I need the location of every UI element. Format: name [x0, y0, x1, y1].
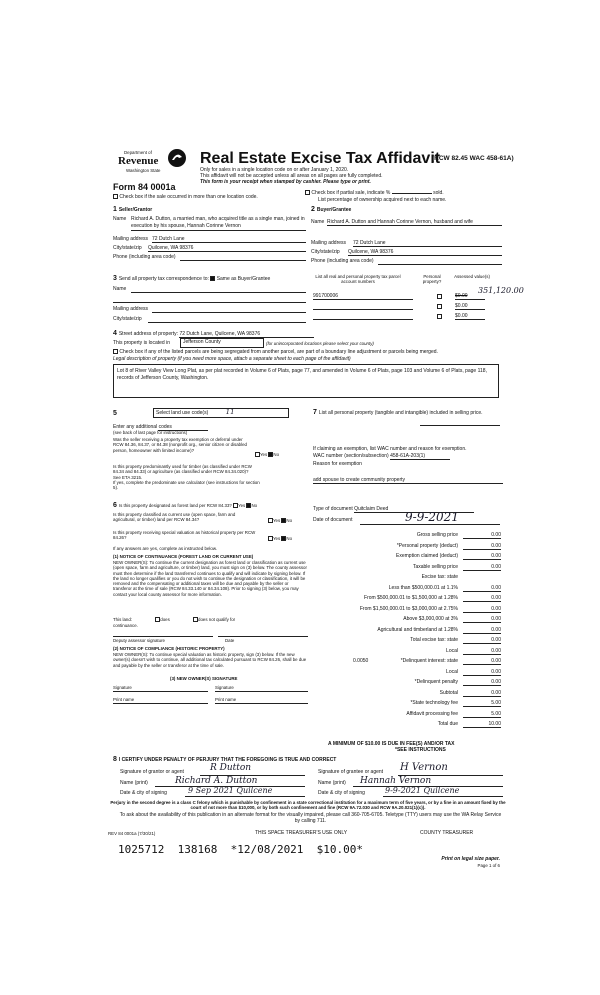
- tax-row-value: 0.00: [463, 669, 501, 676]
- seller-city-label: City/state/zip: [113, 245, 142, 251]
- header-note2: This affidavit will not be accepted unless all areas on all pages are fully completed.: [200, 173, 383, 179]
- tax-row-label: Agricultural and timberland at 1.28%: [377, 626, 458, 633]
- tax-row-value: 0.00: [463, 679, 501, 686]
- tax-row-value: 0.00: [463, 553, 501, 560]
- tax-row-value: 0.00: [463, 595, 501, 602]
- tax-row-value: 0.00: [463, 627, 501, 634]
- seller-name-value: Richard A. Dutton, a married man, who acquired title as a single man, joined in execution by his spouse, Hannah Corinne Vernon: [131, 216, 305, 229]
- name-grantor-value: Richard A. Dutton: [175, 776, 258, 786]
- continuance-label: continuance.: [113, 623, 138, 628]
- buyer-name-value: Richard A. Dutton and Hannah Corinne Vernon, husband and wife: [327, 219, 502, 226]
- page-number: Page 1 of 6: [477, 863, 500, 868]
- legal-description[interactable]: Lot 8 of River Valley View Long Plat, as per plat recorded in Volume 6 of Plats, page 77, and amended in Volume 6 of Plats, page 103 and Volume 6 of Plats, page 118, records of Jefferson County, Washington.: [113, 364, 499, 398]
- tax-row-label: From $1,500,000.01 to $3,000,000 at 2.75%: [359, 605, 458, 612]
- county-label: This property is located in: [113, 340, 170, 346]
- tax-row-value: 0.00: [463, 606, 501, 613]
- q6-open: Is this property classified as current use (open space, farm and agricultural, or timber) land per RCW 84.34?: [113, 512, 236, 523]
- parcel-number: [313, 313, 413, 320]
- parcel-number: 991700006: [313, 293, 413, 300]
- certify-heading: 8 I CERTIFY UNDER PENALTY OF PERJURY THAT THE FOREGOING IS TRUE AND CORRECT: [113, 756, 337, 763]
- parcel-col-header: List all real and personal property tax parcel account numbers: [315, 274, 401, 285]
- continuance-title: (1) NOTICE OF CONTINUANCE (FOREST LAND OR CURRENT USE): [113, 554, 254, 559]
- personal-property-checkbox[interactable]: [437, 314, 442, 319]
- perjury-notice: Perjury in the second degree is a class C felony which is punishable by confinement in a state correctional institution for a maximum term of five years, or by a fine in an amount fixed by the court of not more than $10,000, or by both such confinement and fine (RCW 9A.72.030 and RCW 9A.20.021(1)(c)).: [110, 800, 506, 811]
- buyer-name-label: Name: [311, 219, 325, 225]
- same-as-buyer-label: Same as Buyer/Grantee: [216, 276, 271, 282]
- header-note3: This form is your receipt when stamped by cashier. Please type or print.: [200, 179, 371, 185]
- q-timber: Is this property predominantly used for timber (as classified under RCW 84.34 and 84.33) or agriculture (as classified under RCW 84.34.020)? See ETA 3215.: [113, 464, 252, 480]
- date-grantor-label: Date & city of signing: [120, 790, 167, 796]
- legal-label: Legal description of property (if you need more space, attach a separate sheet to each page of the affidavit): [113, 356, 351, 362]
- assessed-handwritten: 351,120.00: [478, 286, 524, 295]
- corr-mailing-label: Mailing address: [113, 306, 149, 312]
- tax-row-value: 0.00: [463, 585, 501, 592]
- parcel-number: [313, 303, 413, 310]
- tax-row-label: Exemption claimed (deduct): [396, 553, 458, 559]
- assessed-value: $0.00: [455, 313, 485, 320]
- q-timber-note: If yes, complete the predominate use calculator (see instructions for section 5).: [113, 480, 260, 491]
- sig-grantor-label: Signature of grantor or agent: [120, 769, 184, 775]
- rev-number: REV 84 0001a (7/30/21): [108, 831, 156, 836]
- unincorporated-note: (for unincorporated locations please select your county): [266, 341, 374, 346]
- tax-row-label: *Delinquent penalty: [414, 679, 458, 685]
- name-grantee-value: Hannah Vernon: [360, 776, 432, 786]
- partial-sale-row: [305, 190, 444, 196]
- dor-logo: [118, 150, 188, 184]
- assessed-value: $0.00: [455, 293, 485, 300]
- sig-grantee-label: Signature of grantee or agent: [318, 769, 384, 775]
- tax-row-value: 0.00: [463, 616, 501, 623]
- signature-label-2: Signature: [215, 685, 234, 690]
- street-row: 4 Street address of property: 72 Dutch Lane, Quilcene, WA 98376: [113, 331, 314, 338]
- assessed-col-header: Assessed value(s): [454, 274, 490, 279]
- doc-type-value: Quitclaim Deed: [354, 506, 474, 513]
- compliance-text: NEW OWNER(S): To continue special valuation as historic property, sign (3) below. If the new owner(s) doesn't wish to continue, all additional tax calculated pursuant to RCW 84.26, shall be due and payable by the seller or transferor at the time of sale.: [113, 652, 307, 668]
- segregated-checkbox[interactable]: [113, 349, 118, 354]
- print-name-label-2: Print name: [215, 697, 237, 702]
- tax-row-label: Local: [446, 668, 458, 675]
- print-name-label-1: Print name: [113, 697, 135, 702]
- name-grantor-label: Name (print): [120, 780, 148, 786]
- doc-date-value: 9-9-2021: [405, 510, 459, 524]
- tax-row-label: *Delinquent interest: state: [400, 658, 458, 664]
- corr-city-label: City/state/zip: [113, 316, 142, 322]
- street-label: Street address of property:: [118, 331, 179, 337]
- tax-row-value: 0.00: [463, 690, 501, 697]
- buyer-phone-label: Phone (including area code): [311, 258, 374, 264]
- county-treasurer: COUNTY TREASURER: [420, 830, 474, 836]
- see-instructions: *SEE INSTRUCTIONS: [395, 747, 446, 753]
- buyer-heading: 2 Buyer/Grantee: [311, 206, 352, 213]
- seller-city-value: Quilcene, WA 98376: [148, 245, 306, 252]
- buyer-mailing-label: Mailing address: [311, 240, 347, 246]
- tax-row-label: Local: [446, 647, 458, 654]
- wac-row: WAC number (section/subsection) 458-61A-203(1): [313, 453, 450, 460]
- tax-row-value: 0.00: [463, 658, 501, 665]
- compliance-title: (2) NOTICE OF COMPLIANCE (HISTORIC PROPERTY): [113, 646, 225, 651]
- tax-row-label: Excise tax: state: [421, 574, 458, 580]
- sig-grantor-value: R Dutton: [210, 763, 252, 773]
- q6-forest-row: 6 Is this property designated as forest land per RCW 84.33? Yes No: [113, 502, 258, 509]
- tax-row-label: Above $3,000,000 at 3%: [403, 616, 458, 622]
- same-as-buyer-checkbox[interactable]: [210, 276, 215, 281]
- partial-list-label: List percentage of ownership acquired next to each name.: [318, 197, 447, 203]
- sig-grantee-value: H Vernon: [400, 762, 448, 773]
- new-owner-signature-title: (3) NEW OWNER(S) SIGNATURE: [170, 676, 238, 681]
- q6-historic-answer: Yes No: [268, 536, 292, 541]
- date-grantee-label: Date & city of signing: [318, 790, 365, 796]
- header-note1: Only for sales in a single location code on or after January 1, 2020.: [200, 167, 349, 173]
- form-rcw: (RCW 82.45 WAC 458-61A): [432, 155, 514, 162]
- seller-mailing-label: Mailing address: [113, 236, 149, 242]
- accessibility-notice: To ask about the availability of this publication in an alternate format for the visually impaired, please call 360-705-6705. Teletype (TTY) users may use the WA Relay Service by calling 711.: [119, 812, 502, 824]
- buyer-city-value: Quilcene, WA 98376: [348, 249, 502, 256]
- seller-heading: 1 Seller/Grantor: [113, 206, 153, 213]
- seller-name-label: Name: [113, 216, 127, 222]
- partial-sold-label: sold.: [433, 190, 444, 196]
- correspondence-heading: 3 Send all property tax correspondence to: Same as Buyer/Grantee: [113, 275, 271, 282]
- q6-open-answer: Yes No: [268, 518, 292, 523]
- tax-row-label: *Personal property (deduct): [396, 542, 458, 549]
- corr-name-label: Name: [113, 286, 127, 292]
- multi-location-label: Check box if the sale occurred in more than one location code.: [119, 194, 258, 200]
- legal-paper-note: Print on legal size paper.: [441, 856, 500, 862]
- deputy-date-label: Date: [225, 638, 235, 643]
- name-grantee-label: Name (print): [318, 780, 346, 786]
- dept-line1: Department of: [124, 150, 152, 155]
- tax-row-value: 10.00: [463, 721, 501, 728]
- form-number: Form 84 0001a: [113, 182, 176, 192]
- form-title: Real Estate Excise Tax Affidavit: [200, 150, 441, 167]
- tax-row-label: From $500,000.01 to $1,500,000 at 1.28%: [364, 595, 458, 601]
- tax-row-value: 0.00: [463, 637, 501, 644]
- q-exemption-answer: Yes No: [255, 452, 279, 457]
- seller-mailing-value: 72 Dutch Lane: [152, 236, 306, 243]
- tax-row-value: 5.00: [463, 711, 501, 718]
- tax-row-label: Taxable selling price: [412, 563, 458, 570]
- wac-value: 458-61A-203(1): [390, 453, 450, 460]
- land-qualify-row: This land: does does not qualify for: [113, 617, 236, 622]
- personal-col-header: Personal property?: [422, 274, 442, 285]
- q6-historic: Is this property receiving special valuation as historical property per RCW 84.26?: [113, 530, 256, 541]
- doc-type-row: Type of document Quitclaim Deed: [313, 506, 474, 513]
- tax-row-label: Total due: [437, 721, 458, 727]
- additional-codes-note: (see back of last page for instructions): [113, 430, 188, 435]
- segregated-row: [113, 349, 438, 355]
- q-exemption: Was the seller receiving a property tax exemption or deferral under RCW 84.36, 84.37, or 84.38 (nonprofit org., senior citizen or disabled person, homeowner with limited income)?: [113, 437, 247, 453]
- tax-row-label: Subtotal: [439, 689, 458, 696]
- reason-value: add spouse to create community property: [313, 477, 503, 484]
- tax-row-value: 0.00: [463, 648, 501, 655]
- personal-property-checkbox[interactable]: [437, 304, 442, 309]
- section5-number: 5: [113, 410, 117, 417]
- tax-row-label: Affidavit processing fee: [406, 710, 458, 717]
- segregated-label: Check box if any of the listed parcels are being segregated from another parcel, are part of a boundary line adjustment or parcels being merged.: [119, 349, 438, 355]
- partial-sale-label: Check box if partial sale, indicate %: [311, 190, 391, 196]
- reason-label: Reason for exemption: [313, 461, 362, 467]
- doc-date-label: Date of document: [313, 517, 353, 523]
- dor-emblem-icon: [167, 148, 187, 168]
- continuance-text: NEW OWNER(S): To continue the current designation as forest land or classification as current use (open space, farm and agriculture, or timber) land, you must sign on (3) below. The county assessor must then determine if the land transferred continues to qualify and will indicate by signing below. If the land no longer qualifies or you do not wish to continue the designation or classification, it will be removed and the compensating or additional taxes will be due and payable by the seller or transferor at the time of sale (RCW 84.33.140 or 84.34.108). Prior to signing (3) below, you may contact your local county assessor for more information.: [113, 560, 307, 597]
- signature-label-1: Signature: [113, 685, 132, 690]
- personal-property-checkbox[interactable]: [437, 294, 442, 299]
- personal-property-heading: 7 List all personal property (tangible and intangible) included in selling price.: [313, 409, 483, 416]
- tax-row-value: 0.00: [463, 543, 501, 550]
- tax-row-label: Total excise tax: state: [410, 637, 458, 643]
- tax-row-value: 0.00: [463, 532, 501, 539]
- treasurer-only: THIS SPACE TREASURER'S USE ONLY: [255, 830, 348, 836]
- additional-codes-label: Enter any additional codes: [113, 424, 172, 430]
- tax-row-label: *State technology fee: [410, 700, 458, 706]
- land-use-select-value: 11: [225, 408, 235, 416]
- dept-line2: Revenue: [118, 155, 159, 167]
- county-select[interactable]: Jefferson County: [180, 338, 264, 348]
- street-value: 72 Dutch Lane, Quilcene, WA 98376: [179, 331, 314, 338]
- tax-row-label: Gross selling price: [416, 532, 458, 538]
- multi-location-row: [113, 194, 258, 200]
- multi-location-checkbox[interactable]: [113, 194, 118, 199]
- minimum-note: A MINIMUM OF $10.00 IS DUE IN FEE(S) AND/OR TAX: [328, 741, 455, 747]
- q6-note: If any answers are yes, complete as instructed below.: [113, 546, 217, 551]
- exemption-claim-label: If claiming an exemption, list WAC number and reason for exemption.: [313, 446, 467, 452]
- date-grantor-value: 9 Sep 2021 Quilcene: [188, 786, 273, 795]
- assessed-value: $0.00: [455, 303, 485, 310]
- tax-row-value: 0.00: [463, 564, 501, 571]
- seller-phone-label: Phone (including area code): [113, 254, 176, 260]
- land-use-select-label: Select land use code(s): [156, 410, 209, 416]
- receipt-stamp: 1025712 138168 *12/08/2021 $10.00*: [118, 843, 364, 856]
- buyer-mailing-value: 72 Dutch Lane: [353, 240, 502, 247]
- tax-row-value: 5.00: [463, 700, 501, 707]
- date-grantee-value: 9-9-2021 Quilcene: [385, 786, 460, 795]
- tax-row-label: Less than $500,000.01 at 1.1%: [388, 584, 458, 591]
- land-use-select[interactable]: [153, 408, 289, 418]
- partial-sale-checkbox[interactable]: [305, 190, 310, 195]
- deputy-signature-label: Deputy assessor signature: [113, 638, 165, 643]
- dept-line3: Washington State: [126, 168, 161, 173]
- local-rate: 0.0050: [353, 658, 369, 664]
- buyer-city-label: City/state/zip: [311, 249, 340, 255]
